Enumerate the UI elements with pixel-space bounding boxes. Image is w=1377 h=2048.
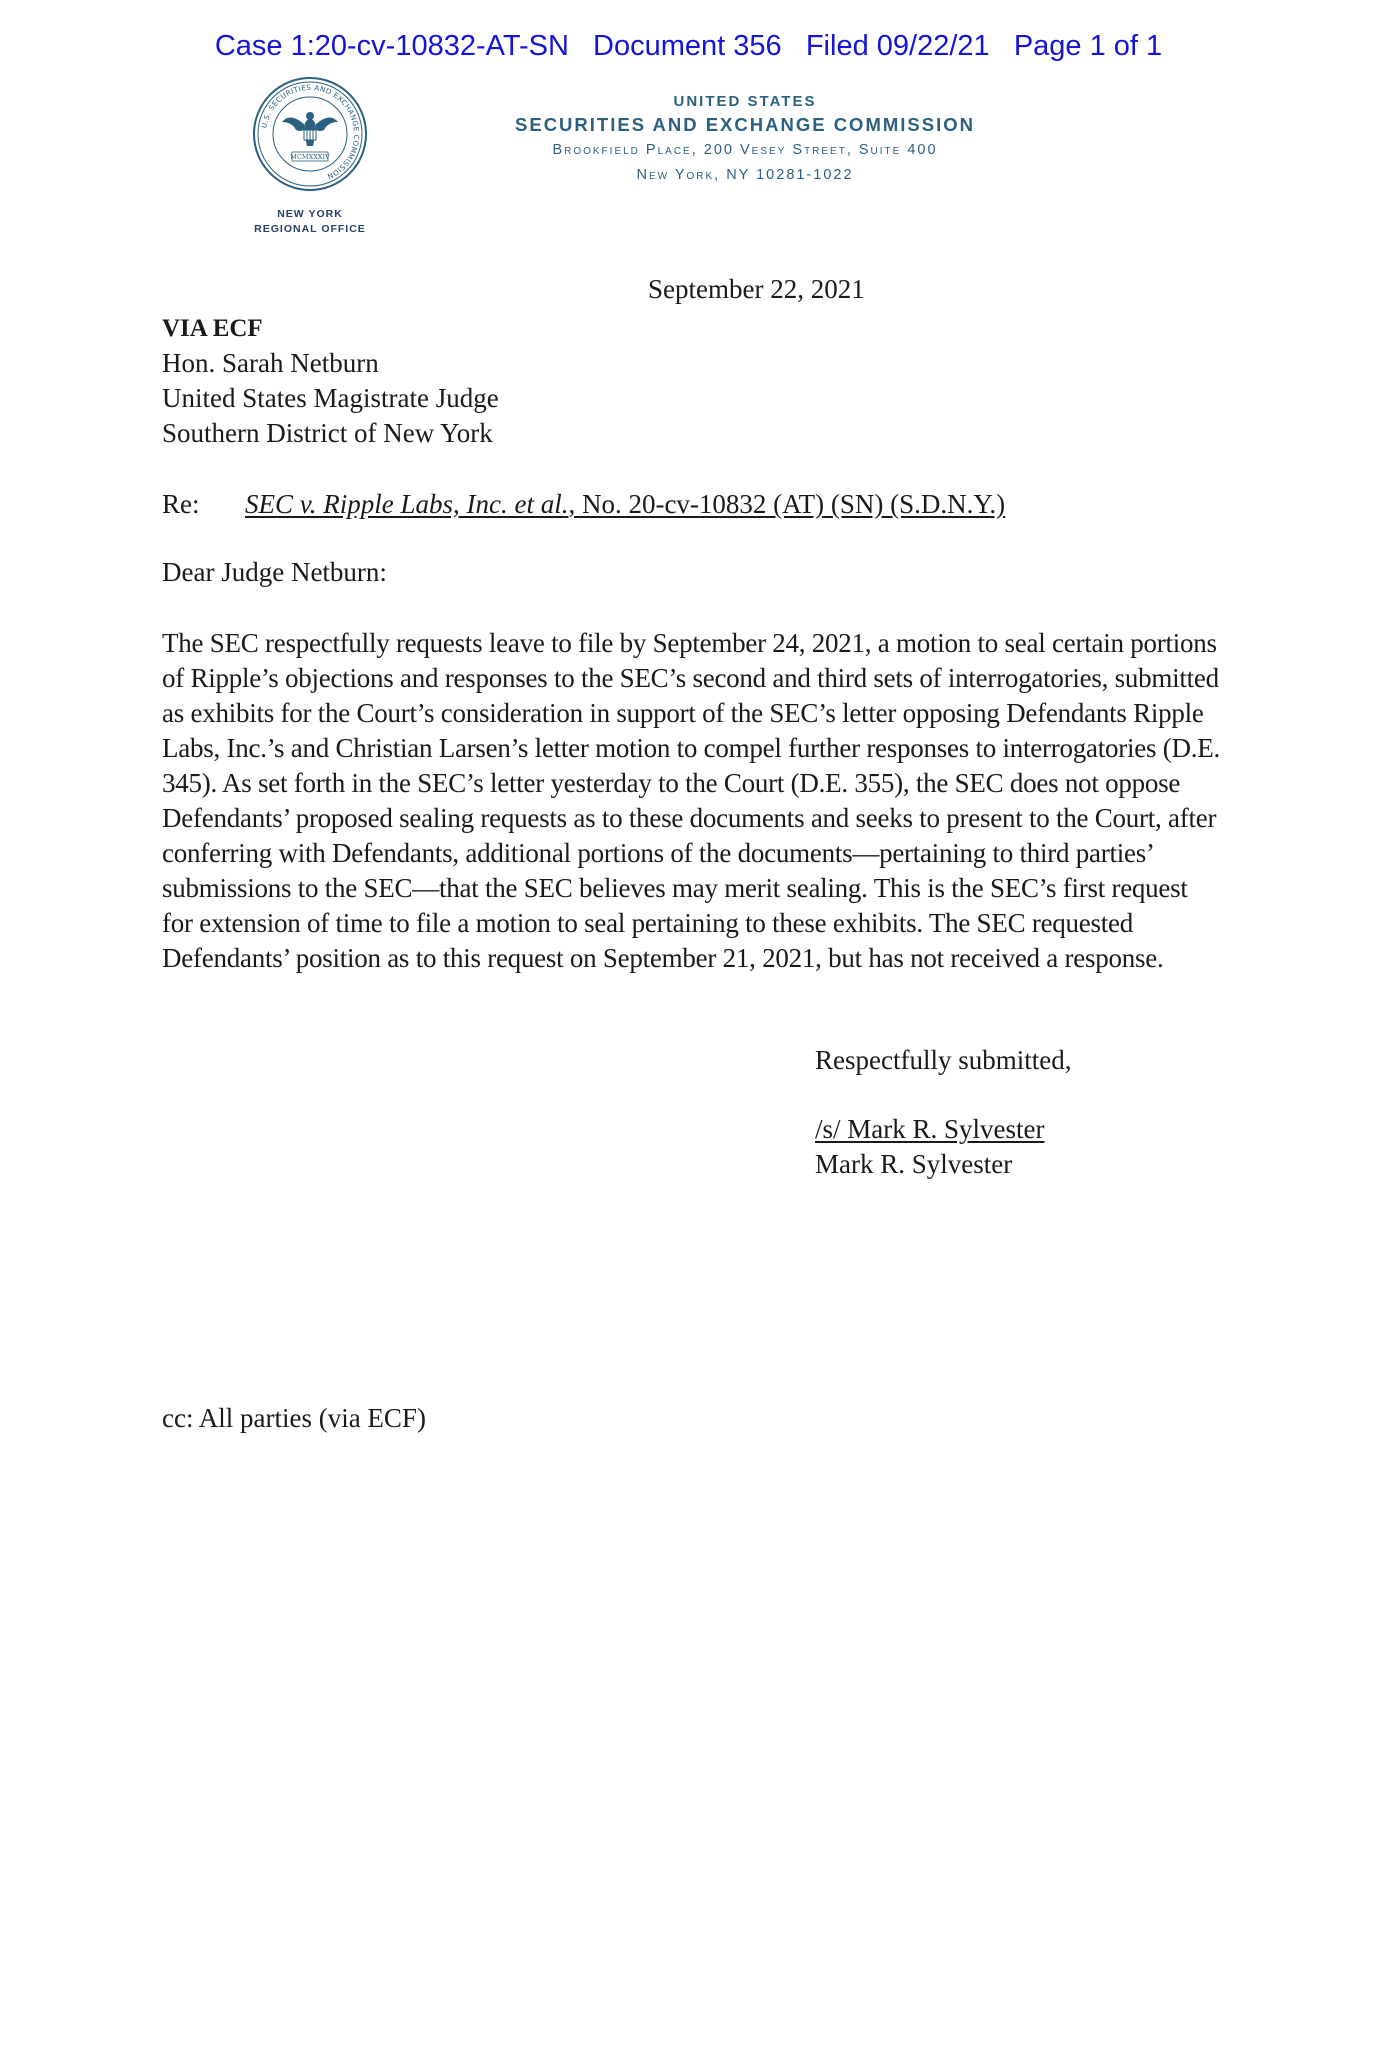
re-case-name: SEC v. Ripple Labs, Inc. et al. <box>245 489 569 519</box>
recipient-title: United States Magistrate Judge <box>162 383 499 413</box>
delivery-method: VIA ECF <box>162 315 263 342</box>
letter-date: September 22, 2021 <box>648 274 865 304</box>
svg-text:MCMXXXIV: MCMXXXIV <box>290 153 330 161</box>
closing: Respectfully submitted, <box>815 1045 1072 1075</box>
recipient-block <box>162 311 499 451</box>
office-line-1: NEW YORK <box>277 208 343 220</box>
signature: /s/ Mark R. Sylvester <box>815 1114 1045 1144</box>
agency-letterhead <box>440 92 1050 188</box>
re-case-number: , No. 20-cv-10832 (AT) (SN) (S.D.N.Y.) <box>568 489 1006 519</box>
re-label: Re: <box>162 489 200 519</box>
agency-address-city: New York, NY 10281-1022 <box>636 167 854 183</box>
recipient-name: Hon. Sarah Netburn <box>162 348 379 378</box>
agency-address-street: Brookfield Place, 200 Vesey Street, Suite 400 <box>552 142 938 158</box>
re-case-reference <box>245 489 1005 519</box>
re-line <box>162 489 1005 520</box>
salutation: Dear Judge Netburn: <box>162 557 387 587</box>
regional-office-label <box>230 207 390 237</box>
letter-body-paragraph: The SEC respectfully requests leave to file by September 24, 2021, a motion to seal certain portions of Ripple’s objections and responses to the SEC’s second and third sets of interrogatories, submitted as exhibits for the Court’s consideration in support of the SEC’s letter opposing Defendants Ripple Labs, Inc.’s and Christian Larsen’s letter motion to compel further responses to interrogatories (D.E. 345). As set forth in the SEC’s letter yesterday to the Court (D.E. 355), the SEC does not oppose Defendants’ proposed sealing requests as to these documents and seeks to present to the Court, after conferring with Defendants, additional portions of the documents—pertaining to third parties’ submissions to the SEC—that the SEC believes may merit sealing. This is the SEC’s first request for extension of time to file a motion to seal pertaining to these exhibits. The SEC requested Defendants’ position as to this request on September 21, 2021, but has not received a response. <box>162 628 1220 973</box>
recipient-court: Southern District of New York <box>162 418 493 448</box>
agency-name: SECURITIES AND EXCHANGE COMMISSION <box>515 114 975 135</box>
cc-line: cc: All parties (via ECF) <box>162 1403 426 1433</box>
office-line-2: REGIONAL OFFICE <box>254 223 366 235</box>
svg-text:U.S. SECURITIES AND EXCHANGE C: U.S. SECURITIES AND EXCHANGE COMMISSION <box>259 82 362 182</box>
agency-country: UNITED STATES <box>673 93 817 110</box>
signer-name: Mark R. Sylvester <box>815 1149 1013 1179</box>
filing-header: Case 1:20-cv-10832-AT-SN Document 356 Filed 09/22/21 Page 1 of 1 <box>214 30 1163 62</box>
sec-seal-logo <box>252 76 368 192</box>
